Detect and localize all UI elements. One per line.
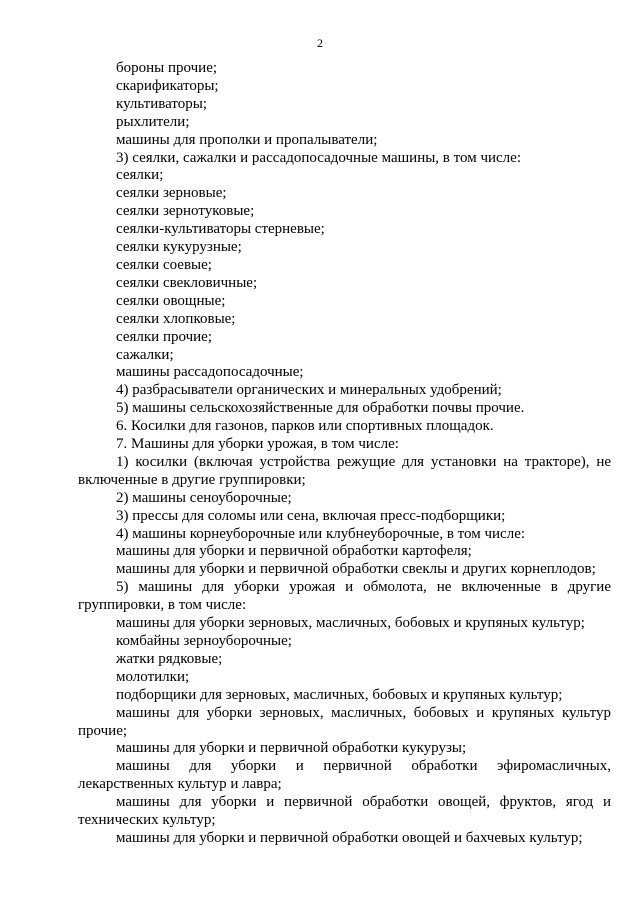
list-item: 4) машины корнеуборочные или клубнеуборочные, в том числе: bbox=[116, 525, 526, 542]
list-item: сеялки; bbox=[116, 167, 164, 184]
list-item: 7. Машины для уборки урожая, в том числе: bbox=[116, 436, 399, 453]
list-item: машины для уборки зерновых, масличных, бобовых и крупяных культур; bbox=[116, 615, 585, 632]
list-item: 3) прессы для соломы или сена, включая пресс-подборщики; bbox=[116, 507, 506, 524]
list-item: культиваторы; bbox=[116, 95, 208, 112]
list-item: молотилки; bbox=[116, 668, 190, 685]
paragraph: машины для уборки зерновых, масличных, бобовых и крупяных культур прочие; bbox=[78, 704, 611, 739]
list-item: 3) сеялки, сажалки и рассадопосадочные машины, в том числе: bbox=[116, 149, 521, 166]
list-item: сеялки-культиваторы стерневые; bbox=[116, 221, 325, 238]
paragraph: машины для уборки и первичной обработки овощей, фруктов, ягод и технических культур; bbox=[78, 794, 611, 829]
list-item: машины для уборки и первичной обработки свеклы и других корнеплодов; bbox=[116, 561, 596, 578]
list-item: сеялки прочие; bbox=[116, 328, 212, 345]
list-item: сеялки кукурузные; bbox=[116, 239, 242, 256]
paragraph: машины для уборки и первичной обработки эфиромасличных, лекарственных культур и лавра; bbox=[78, 758, 611, 793]
list-item: скарификаторы; bbox=[116, 77, 219, 94]
list-item: машины для уборки и первичной обработки кукурузы; bbox=[116, 740, 467, 757]
paragraph: 5) машины для уборки урожая и обмолота, не включенные в другие группировки, в том числе: bbox=[78, 579, 611, 614]
list-item: подборщики для зерновых, масличных, бобовых и крупяных культур; bbox=[116, 686, 563, 703]
list-item: 2) машины сеноуборочные; bbox=[116, 489, 292, 506]
list-item: сажалки; bbox=[116, 346, 174, 363]
list-item: машины рассадопосадочные; bbox=[116, 364, 304, 381]
list-item: машины для прополки и пропалыватели; bbox=[116, 131, 378, 148]
list-item: сеялки свекловичные; bbox=[116, 274, 258, 291]
list-item: бороны прочие; bbox=[116, 60, 218, 76]
list-item: сеялки соевые; bbox=[116, 256, 212, 273]
list-item: машины для уборки и первичной обработки овощей и бахчевых культур; bbox=[116, 829, 583, 846]
list-item: сеялки зернотуковые; bbox=[116, 203, 255, 220]
list-item: сеялки овощные; bbox=[116, 292, 226, 309]
page-number: 2 bbox=[317, 36, 323, 50]
paragraph: 1) косилки (включая устройства режущие для установки на тракторе), не включенные в другие группировки; bbox=[78, 453, 611, 488]
document-body bbox=[78, 60, 611, 848]
list-item: комбайны зерноуборочные; bbox=[116, 633, 292, 649]
list-item: сеялки зерновые; bbox=[116, 185, 227, 202]
list-item: сеялки хлопковые; bbox=[116, 310, 236, 327]
list-item: машины для уборки и первичной обработки картофеля; bbox=[116, 543, 472, 560]
list-item: 6. Косилки для газонов, парков или спортивных площадок. bbox=[116, 418, 494, 435]
list-item: 5) машины сельскохозяйственные для обработки почвы прочие. bbox=[116, 400, 525, 417]
list-item: рыхлители; bbox=[116, 113, 190, 130]
list-item: 4) разбрасыватели органических и минеральных удобрений; bbox=[116, 382, 502, 399]
list-item: жатки рядковые; bbox=[116, 650, 223, 667]
